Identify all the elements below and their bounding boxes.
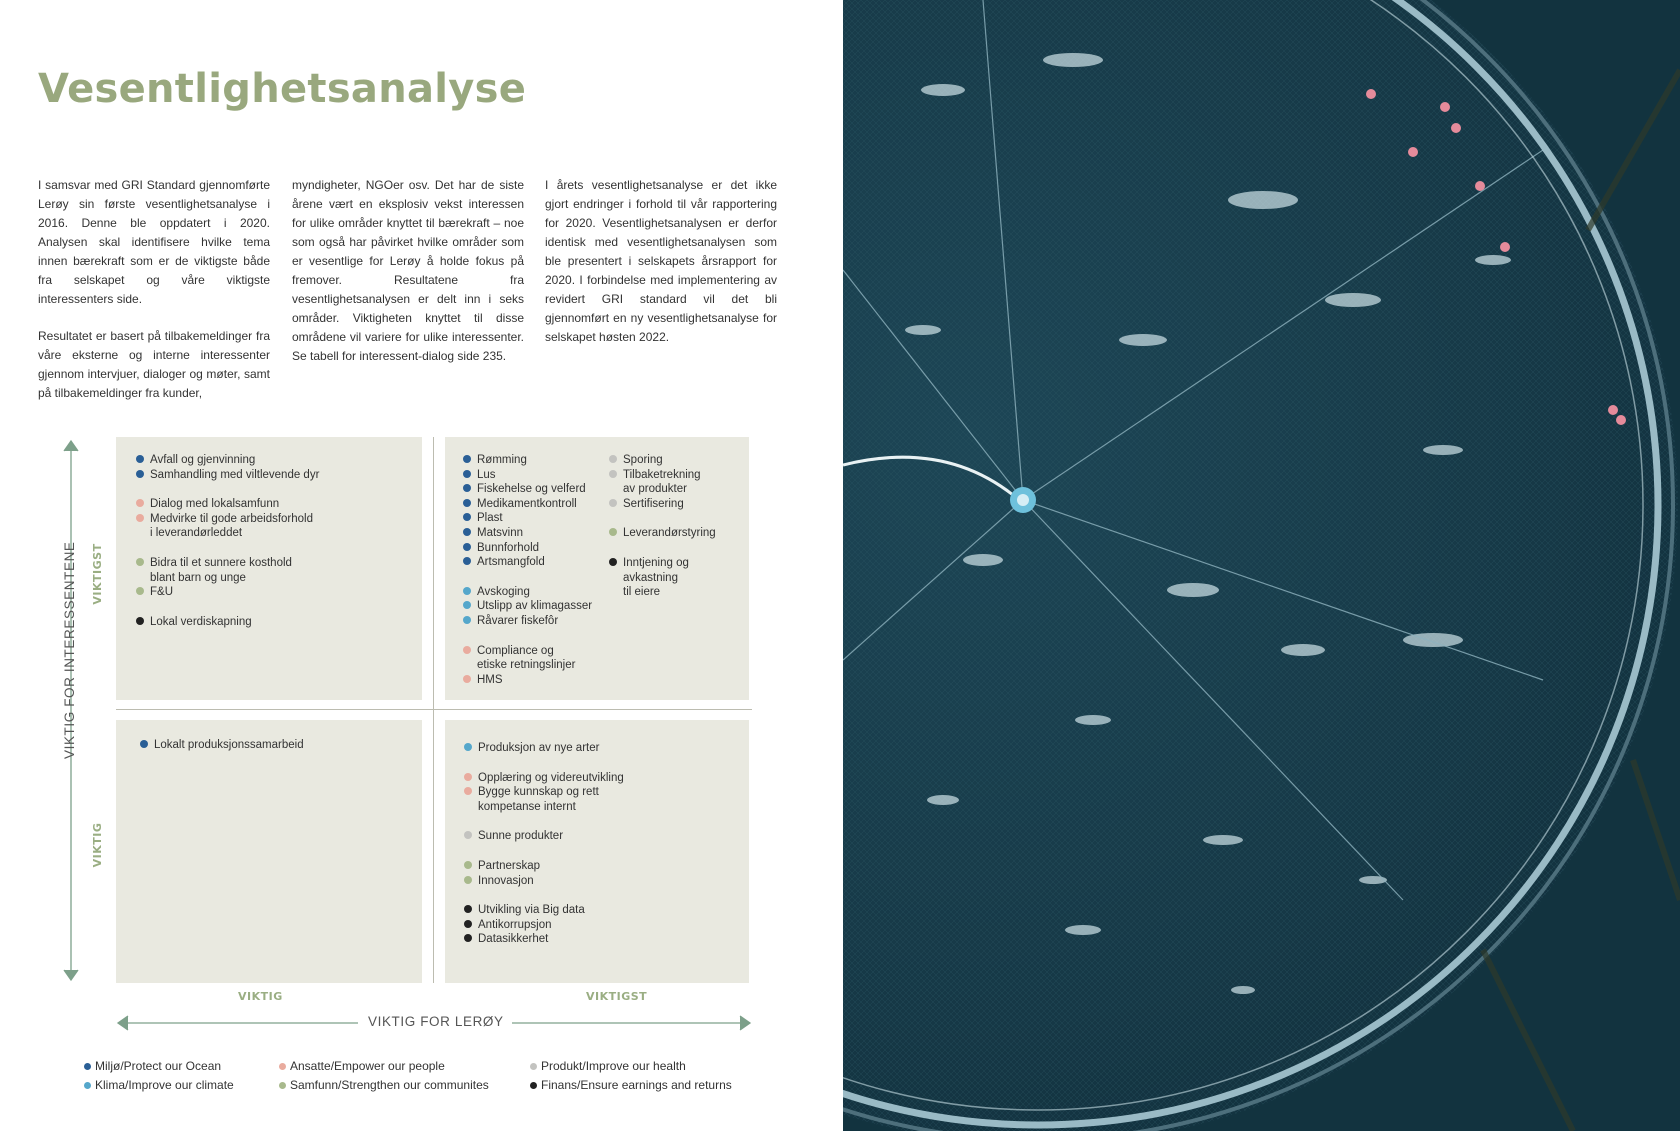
- topic-label: Bygge kunnskap og rett: [478, 786, 599, 799]
- topic-label: Utvikling via Big data: [478, 904, 585, 917]
- topic-label: kompetanse internt: [478, 800, 576, 813]
- x-axis-title: VIKTIG FOR LERØY: [368, 1014, 504, 1029]
- legend-item-ansatte: Ansatte/Empower our people: [279, 1059, 445, 1073]
- intro-paragraph: myndigheter, NGOer osv. Det har de siste årene vært en eksplosiv vekst interessen for ulike områder knyttet til bærekraft – noe som også har påvirket hvilke områder som er vesentlige for Lerøy å holde fokus på fremover. Resultatene fra vesentlighetsanalysen er delt inn i seks områder. Viktigheten knyttet til disse områdene vil variere for ulike interessenter. Se tabell for interessent-dialog side 235.: [292, 178, 524, 363]
- x-axis-label-right: VIKTIGST: [586, 990, 648, 1003]
- topic-label: Antikorrupsjon: [478, 918, 552, 931]
- topic-label: Sunne produkter: [478, 830, 564, 843]
- intro-paragraph: I samsvar med GRI Standard gjennomførte Lerøy sin første vesentlighetsanalyse i 2016. Denne ble oppdatert i 2020. Analysen skal identifisere hvilke tema innen bærekraft som er de viktigste både fra selskapet og våre viktigste interessenters side.: [38, 178, 270, 306]
- fish-pen-illustration: [843, 0, 1680, 1131]
- topic-label: av produkter: [623, 483, 687, 496]
- topic-label: Medikamentkontroll: [477, 497, 577, 510]
- topic-label: Matsvinn: [477, 526, 524, 539]
- topic-label: Sporing: [623, 454, 663, 466]
- topic-label: Utslipp av klimagasser: [477, 600, 593, 613]
- topic-label: Avskoging: [477, 585, 530, 598]
- legend-dot-icon: [279, 1063, 286, 1070]
- topic-label: Fiskehelse og velferd: [477, 483, 586, 496]
- topic-label: Samhandling med viltlevende dyr: [150, 468, 320, 481]
- topic-label: avkastning: [623, 571, 678, 584]
- y-axis-title: VIKTIG FOR INTERESSENTENE: [62, 541, 77, 759]
- intro-paragraph: Resultatet er basert på tilbakemeldinger fra våre eksterne og interne interessenter gjennom intervjuer, dialoger og møter, samt på tilbakemeldinger fra kunder,: [38, 329, 270, 400]
- legend-item-samfunn: Samfunn/Strengthen our communites: [279, 1078, 489, 1092]
- topic-label: Sertifisering: [623, 497, 684, 510]
- topic-label: Råvarer fiskefôr: [477, 614, 559, 627]
- topic-label: Dialog med lokalsamfunn: [150, 498, 280, 511]
- legend-dot-icon: [84, 1082, 91, 1089]
- topic-label: Datasikkerhet: [478, 933, 549, 946]
- topic-label: Leverandørstyring: [623, 527, 716, 540]
- topic-label: F&U: [150, 586, 173, 599]
- x-axis-arrow-right: [740, 1016, 750, 1030]
- legend-item-miljo: Miljø/Protect our Ocean: [84, 1059, 221, 1073]
- x-axis-arrow-left: [118, 1016, 128, 1030]
- legend-dot-icon: [279, 1082, 286, 1089]
- legend-dot-icon: [84, 1063, 91, 1070]
- topic-label: Bidra til et sunnere kosthold: [150, 556, 292, 569]
- legend-item-finans: Finans/Ensure earnings and returns: [530, 1078, 732, 1092]
- topic-label: Artsmangfold: [477, 556, 545, 569]
- topic-label: Bunnforhold: [477, 541, 540, 554]
- topic-label: Inntjening og: [623, 556, 689, 569]
- topic-label: Rømming: [477, 454, 527, 466]
- topic-label: Innovasjon: [478, 874, 534, 887]
- topic-label: i leverandørleddet: [150, 527, 243, 540]
- topic-label: Lokal verdiskapning: [150, 615, 252, 628]
- y-axis-label-top: VIKTIGST: [91, 543, 104, 605]
- topic-label: Lus: [477, 468, 496, 481]
- topic-label: Partnerskap: [478, 859, 541, 872]
- topic-label: Opplæring og videreutvikling: [478, 771, 624, 784]
- legend-item-klima: Klima/Improve our climate: [84, 1078, 234, 1092]
- y-axis-arrow-bottom: [64, 970, 78, 980]
- topic-label: Avfall og gjenvinning: [150, 454, 256, 466]
- topic-label: Lokalt produksjonssamarbeid: [154, 739, 304, 751]
- topic-label: til eiere: [623, 586, 661, 599]
- page-title: Vesentlighetsanalyse: [38, 66, 527, 112]
- topic-label: Medvirke til gode arbeidsforhold: [150, 512, 314, 525]
- y-axis-arrow-top: [64, 441, 78, 451]
- fish-farm-photo: [843, 0, 1680, 1131]
- topic-label: Plast: [477, 512, 503, 525]
- topic-label: Compliance og: [477, 644, 554, 657]
- y-axis-label-bottom: VIKTIG: [91, 822, 104, 868]
- topic-label: Tilbaketrekning: [623, 468, 701, 481]
- topic-label: blant barn og unge: [150, 571, 246, 584]
- x-axis-label-left: VIKTIG: [238, 990, 283, 1003]
- topic-label: Produksjon av nye arter: [478, 742, 600, 754]
- topic-label: HMS: [477, 673, 503, 686]
- legend-dot-icon: [530, 1082, 537, 1089]
- legend-dot-icon: [530, 1063, 537, 1070]
- topic-label: etiske retningslinjer: [477, 659, 576, 672]
- legend-item-produkt: Produkt/Improve our health: [530, 1059, 686, 1073]
- intro-paragraph: I årets vesentlighetsanalyse er det ikke gjort endringer i forhold til vår rapportering for 2020. Vesentlighetsanalysen er derfor identisk med vesentlighetsanalysen som ble presentert i selskapets årsrapport for 2020. I forbindelse med implementering av revidert GRI standard vil det bli gjennomført en ny vesentlighetsanalyse for selskapet høsten 2022.: [545, 178, 777, 344]
